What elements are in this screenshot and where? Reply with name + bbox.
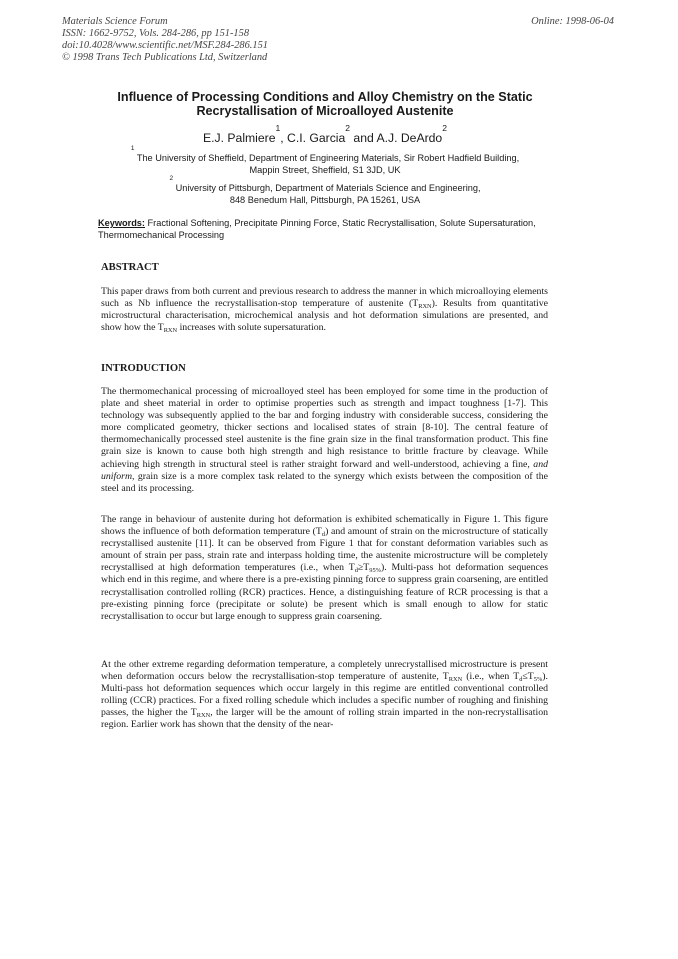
- subscript: d: [519, 676, 523, 684]
- text-run: The range in behaviour of austenite during hot deformation is exhibited schematically in Figure 1. This figure shows the influence of both deformation temperature (T: [101, 514, 548, 538]
- intro-paragraph-3: [101, 659, 548, 732]
- text-run: , grain size is a more complex task related to the synergy which exists between the composition of the steel and its processing.: [101, 470, 548, 494]
- emphasis: and uniform: [101, 458, 548, 482]
- text-run: (i.e., when T: [462, 671, 520, 683]
- introduction-heading: INTRODUCTION: [101, 363, 186, 374]
- author-name: C.I. Garcia: [287, 131, 346, 145]
- affil-line: Mappin Street, Sheffield, S1 3JD, UK: [249, 165, 401, 175]
- affil-sup: 1: [130, 145, 135, 152]
- subscript: RXN: [448, 676, 463, 684]
- author-name: A.J. DeArdo: [376, 131, 443, 145]
- text-run: ). Multi-pass hot deformation sequences which end in this regime, and where there is a pre-existing pinning force to suppress grain coarsening, are entitled recrystallisation controlled rolling (RCR) practices. Hence, a distinguishing feature of RCR processing is that a pre-existing pinning force (precipitate or solute) be present which is small enough to allow for static recrystallisation to occur but large enough to suppress grain coarsening.: [101, 562, 549, 622]
- subscript: d: [321, 531, 326, 539]
- subscript: RXN: [196, 712, 211, 720]
- abstract-paragraph: [101, 286, 548, 334]
- text-run: , the larger will be the amount of rolling strain imparted in the non-recrystallisation region. Earlier work has shown that the density of the near-: [101, 707, 548, 731]
- journal-header: [62, 16, 268, 64]
- author-affil-sup: 2: [345, 123, 351, 133]
- subscript: 5%: [533, 676, 543, 684]
- abstract-heading: ABSTRACT: [101, 262, 159, 273]
- affil-line: The University of Sheffield, Department of Engineering Materials, Sir Robert Hadfield Building,: [136, 153, 520, 163]
- subscript: RXN: [163, 327, 178, 335]
- text-run: ). Multi-pass hot deformation sequences which occur largely in this regime are entitled conventional controlled rolling (CCR) practices. For a fixed rolling schedule which includes a specific number of roughing and finishing passes, the higher the T: [101, 671, 548, 719]
- author-name: E.J. Palmiere: [203, 131, 276, 145]
- affil-line: 848 Benedum Hall, Pittsburgh, PA 15261, USA: [229, 195, 421, 205]
- text-run: ) and amount of strain on the microstructure of statically recrystallised austenite [11]. It can be observed from Figure 1 that for constant deformation variables such as amount of strain per pass, strain rate and interpass holding time, the austenite microstructure will be completely recrystallised at high deformation temperatures (i.e., when T: [101, 526, 548, 574]
- text-run: The thermomechanical processing of microalloyed steel has been employed for some time in the production of plate and sheet material in order to optimise properties such as strength and impact toughness [1-7]. This technology was subsequently applied to the bar and forging industry with considerable success, considering the more complicated geometry, thicker sections and localised states of strain [8-10]. The central feature of thermomechanically processed steel austenite is the fine grain size in the final transformation product. This fine grain size is known to cause both high strength and high resistance to brittle fracture by cleavage. While achieving high strength in structural steel is rather straight forward and well-understood, achieving a fine,: [101, 386, 548, 470]
- affiliation-2: [90, 175, 560, 206]
- issn-line: ISSN: 1662-9752, Vols. 284-286, pp 151-158: [62, 28, 250, 39]
- subscript: d: [354, 567, 358, 575]
- text-run: ≤T: [522, 671, 534, 683]
- text-run: At the other extreme regarding deformation temperature, a completely unrecrystallised microstructure is present when deformation occurs below the recrystallisation-stop temperature of austenite, T: [101, 659, 548, 683]
- title-line-1: Influence of Processing Conditions and Alloy Chemistry on the Static: [117, 90, 533, 104]
- keywords: [98, 217, 550, 241]
- journal-name: Materials Science Forum: [62, 16, 168, 27]
- affiliation-1: [90, 145, 560, 176]
- title-line-2: Recrystallisation of Microalloyed Austenite: [196, 104, 454, 118]
- text-run: ). Results from quantitative microstructural characterisation, microchemical analysis and hot deformation simulations are presented, and show how the T: [101, 298, 548, 334]
- author-affil-sup: 1: [275, 123, 281, 133]
- subscript: 95%: [369, 567, 381, 575]
- affil-line: University of Pittsburgh, Department of Materials Science and Engineering,: [175, 183, 481, 193]
- text-run: ≥T: [357, 562, 370, 574]
- author-list: E.J. Palmiere$^1$, C.I. Garcia$^2$ and A.J. DeArdo$^2$: [203, 123, 447, 145]
- text-run: This paper draws from both current and previous research to address the manner in which microalloying elements such as Nb influence the recrystallisation-stop temperature of austenite (T: [101, 286, 548, 310]
- doi-line[interactable]: doi:10.4028/www.scientific.net/MSF.284-286.151: [62, 40, 268, 51]
- author-affil-sup: 2: [442, 123, 447, 133]
- keywords-text: Fractional Softening, Precipitate Pinning Force, Static Recrystallisation, Solute Supersaturation, Thermomechanical Processing: [98, 218, 536, 240]
- copyright-line: © 1998 Trans Tech Publications Ltd, Switzerland: [62, 52, 268, 63]
- affil-sup: 2: [169, 175, 174, 182]
- intro-paragraph-1: [101, 386, 548, 495]
- subscript: RXN: [418, 303, 432, 311]
- intro-paragraph-2: [101, 514, 548, 623]
- text-run: increases with solute supersaturation.: [177, 322, 326, 334]
- paper-title: [90, 90, 560, 118]
- keywords-label: Keywords:: [98, 218, 145, 228]
- online-date: Online: 1998-06-04: [531, 16, 614, 27]
